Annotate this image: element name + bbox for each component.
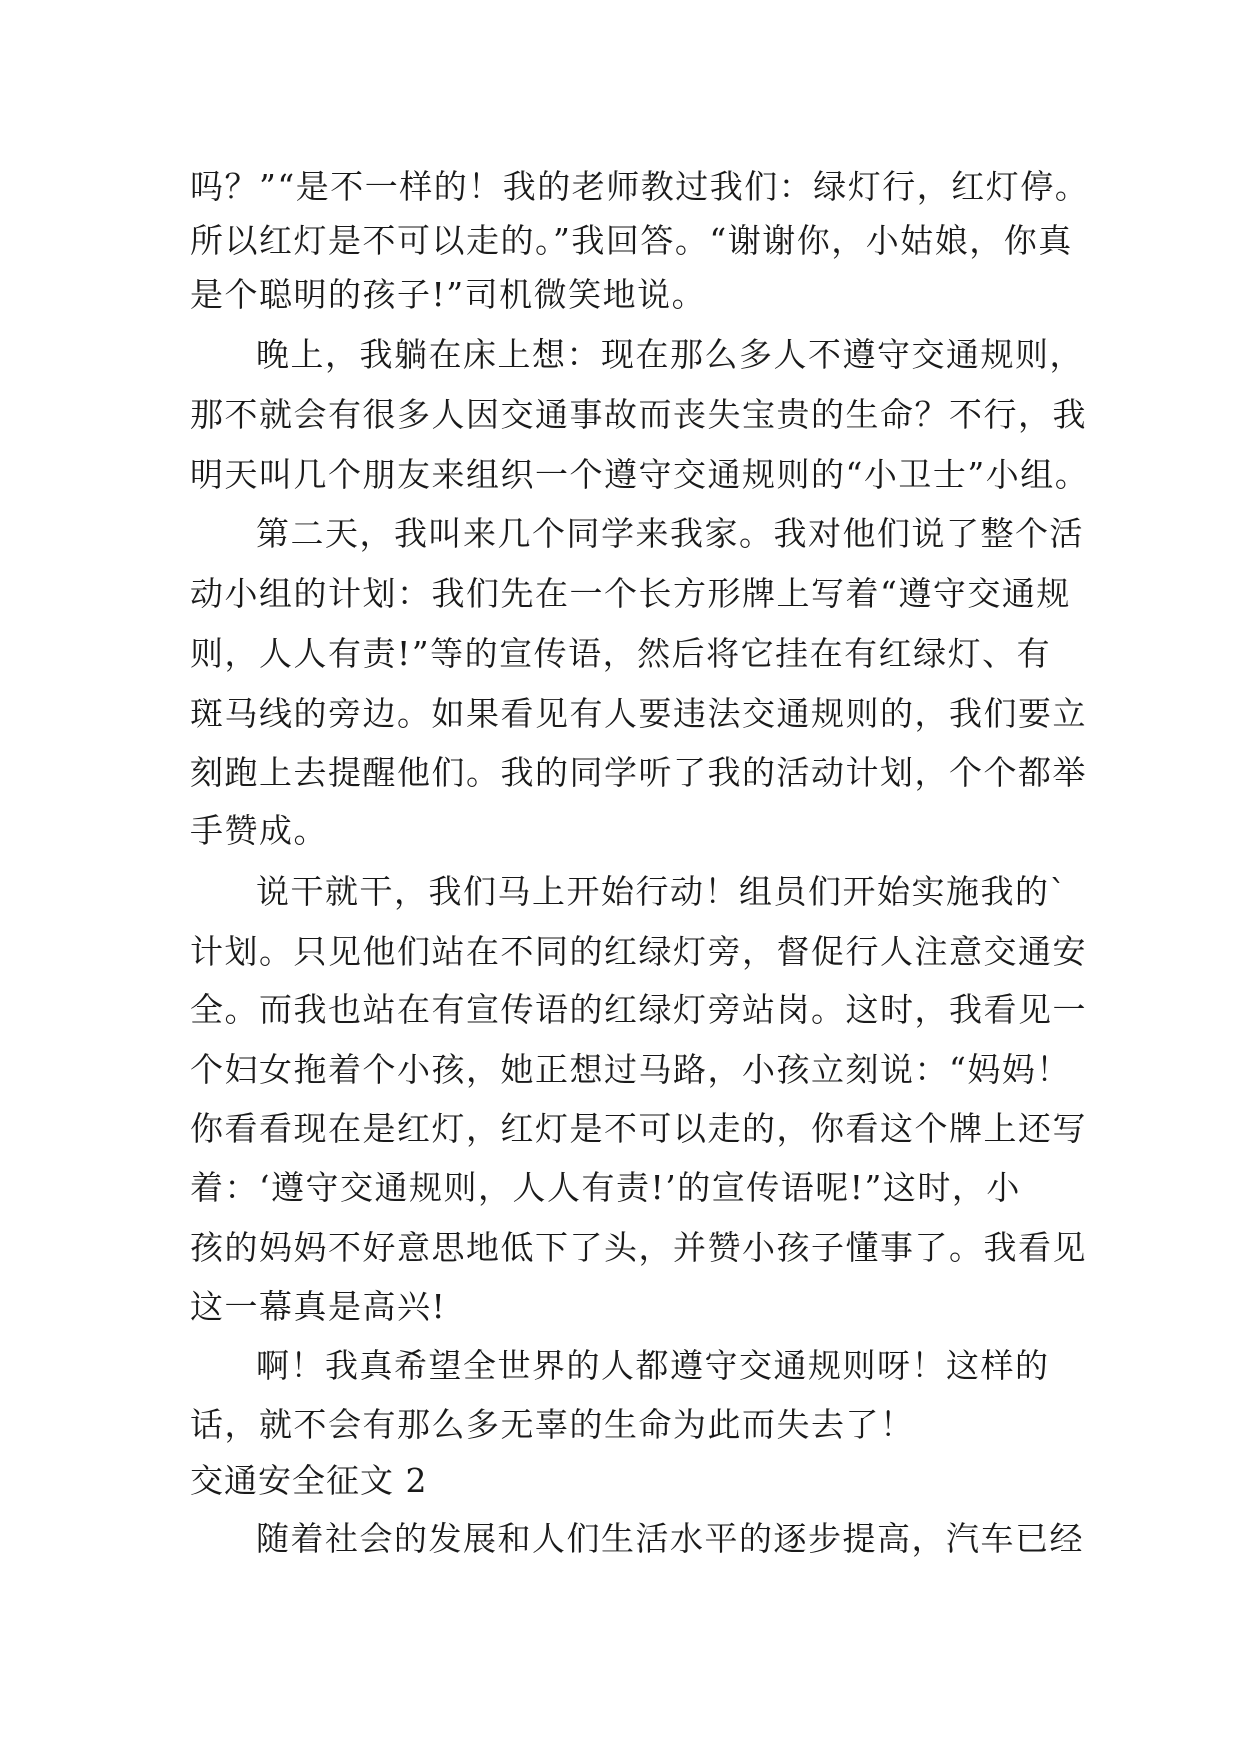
text-line: 孩的妈妈不好意思地低下了头，并赞小孩子懂事了。我看见 bbox=[190, 1228, 1087, 1267]
text-line: 刻跑上去提醒他们。我的同学听了我的活动计划，个个都举 bbox=[190, 753, 1087, 792]
text-line: 吗？”“是不一样的！我的老师教过我们：绿灯行，红灯停。 bbox=[190, 167, 1090, 206]
section-heading: 交通安全征文 2 bbox=[190, 1461, 428, 1500]
text-line: 着：‘遵守交通规则，人人有责!’的宣传语呢!”这时，小 bbox=[190, 1168, 1021, 1207]
text-line: 斑马线的旁边。如果看见有人要违法交通规则的，我们要立 bbox=[190, 694, 1087, 733]
text-line: 明天叫几个朋友来组织一个遵守交通规则的“小卫士”小组。 bbox=[190, 455, 1090, 494]
text-line: 所以红灯是不可以走的。”我回答。“谢谢你，小姑娘，你真 bbox=[190, 221, 1073, 260]
text-line: 计划。只见他们站在不同的红绿灯旁，督促行人注意交通安 bbox=[190, 932, 1087, 971]
text-line: 这一幕真是高兴! bbox=[190, 1287, 447, 1326]
paragraph-start-line: 随着社会的发展和人们生活水平的逐步提高，汽车已经 bbox=[256, 1519, 1084, 1558]
paragraph-start-line: 啊！我真希望全世界的人都遵守交通规则呀！这样的 bbox=[256, 1346, 1050, 1385]
text-line: 动小组的计划：我们先在一个长方形牌上写着“遵守交通规 bbox=[190, 574, 1071, 613]
text-line: 个妇女拖着个小孩，她正想过马路，小孩立刻说：“妈妈！ bbox=[190, 1050, 1071, 1089]
text-line: 话，就不会有那么多无辜的生命为此而失去了！ bbox=[190, 1405, 915, 1444]
text-line: 是个聪明的孩子!”司机微笑地说。 bbox=[190, 275, 707, 314]
text-line: 全。而我也站在有宣传语的红绿灯旁站岗。这时，我看见一 bbox=[190, 990, 1087, 1029]
paragraph-start-line: 晚上，我躺在床上想：现在那么多人不遵守交通规则， bbox=[256, 335, 1084, 374]
paragraph-start-line: 说干就干，我们马上开始行动！组员们开始实施我的` bbox=[256, 872, 1068, 911]
text-line: 则，人人有责!”等的宣传语，然后将它挂在有红绿灯、有 bbox=[190, 634, 1052, 673]
paragraph-start-line: 第二天，我叫来几个同学来我家。我对他们说了整个活 bbox=[256, 514, 1084, 553]
text-line: 手赞成。 bbox=[190, 811, 328, 850]
text-line: 那不就会有很多人因交通事故而丧失宝贵的生命？不行，我 bbox=[190, 395, 1087, 434]
text-line: 你看看现在是红灯，红灯是不可以走的，你看这个牌上还写 bbox=[190, 1109, 1087, 1148]
